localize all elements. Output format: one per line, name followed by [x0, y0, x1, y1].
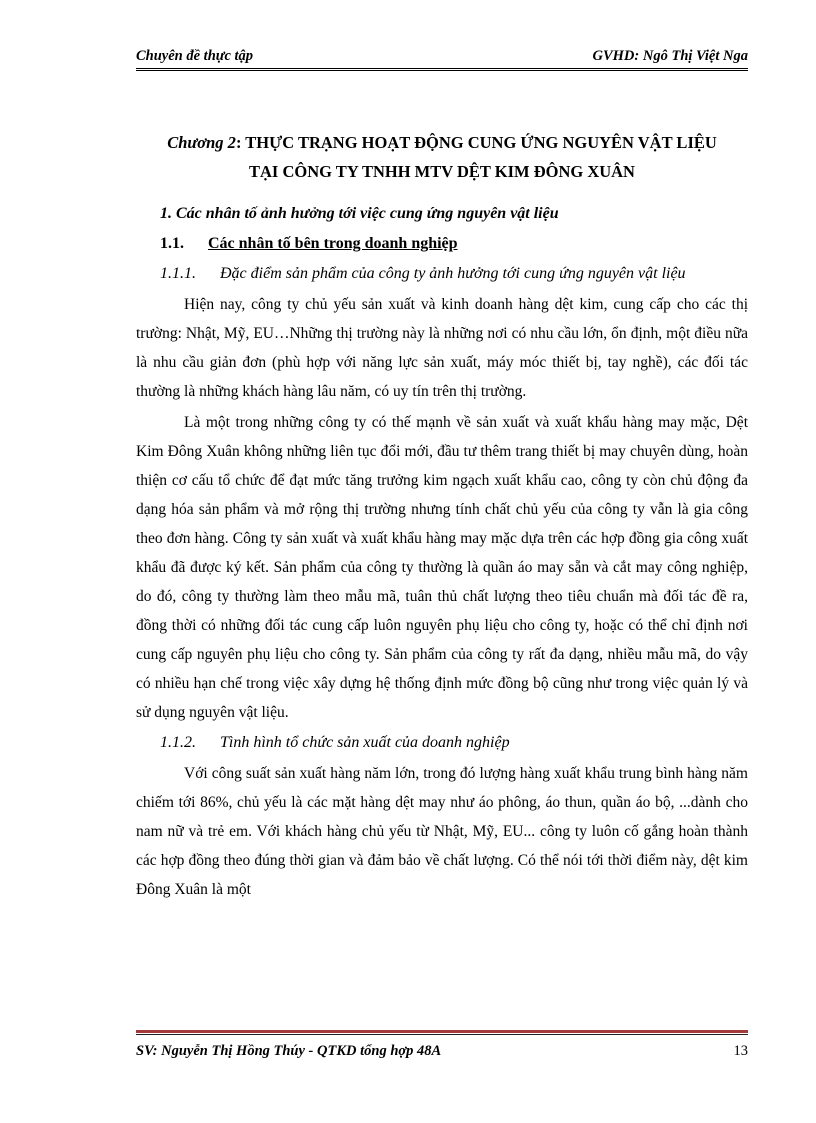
section-number-1-1-1: 1.1.1.	[160, 265, 196, 282]
header-right-text: GVHD: Ngô Thị Việt Nga	[592, 48, 748, 64]
header-rule	[136, 68, 748, 71]
chapter-title-line1: : THỰC TRẠNG HOẠT ĐỘNG CUNG ỨNG NGUYÊN VẬT LIỆU	[235, 133, 717, 152]
body-paragraph: Là một trong những công ty có thế mạnh về sản xuất và xuất khẩu hàng may mặc, Dệt Kim Đông Xuân không những liên tục đổi mới, đầu tư thêm trang thiết bị may chuyên dùng, hoàn thiện cơ cấu tổ chức để đạt mức tăng trưởng kim ngạch xuất khẩu cao, công ty còn chủ động đa dạng hóa sản phẩm và mở rộng thị trường nhưng tính chất chủ yếu của công ty vẫn là gia công theo đơn hàng. Công ty sản xuất và xuất khẩu hàng may mặc dựa trên các hợp đồng gia công xuất khẩu đã được ký kết. Sản phẩm của công ty thường là quần áo may sẵn và cắt may công nghiệp, do đó, công ty thường làm theo mẫu mã, tuân thủ chất lượng theo tiêu chuẩn mà đối tác đề ra, đồng thời có những đối tác cung cấp luôn nguyên phụ liệu cho công ty, hoặc có thể chỉ định nơi cung cấp nguyên phụ liệu cho công ty. Sản phẩm của công ty rất đa dạng, nhiều mẫu mã, do vậy có nhiều hạn chế trong việc xây dựng hệ thống định mức đồng bộ cũng như trong việc quản lý và sử dụng nguyên vật liệu.	[136, 414, 748, 721]
page-header	[136, 48, 748, 68]
section-heading-1-1-2	[160, 729, 748, 757]
chapter-title	[136, 128, 748, 186]
footer-author: SV: Nguyễn Thị Hồng Thúy - QTKD tổng hợp 48A	[136, 1043, 442, 1059]
page-footer	[136, 1043, 748, 1063]
section-title-1-1-2: Tình hình tổ chức sản xuất của doanh nghiệp	[220, 734, 510, 751]
section-title-1-1-1: Đặc điểm sản phẩm của công ty ảnh hưởng tới cung ứng nguyên vật liệu	[220, 265, 686, 282]
section-heading-1: 1. Các nhân tố ảnh hưởng tới việc cung ứng nguyên vật liệu	[160, 205, 559, 222]
footer-rule-thin	[136, 1034, 748, 1035]
footer-rule-thick	[136, 1030, 748, 1033]
chapter-title-line2: TẠI CÔNG TY TNHH MTV DỆT KIM ĐÔNG XUÂN	[249, 162, 635, 181]
header-left-text: Chuyên đề thực tập	[136, 48, 254, 64]
section-heading-1-1	[160, 230, 748, 258]
page-content	[136, 128, 748, 904]
section-title-1-1: Các nhân tố bên trong doanh nghiệp	[208, 235, 458, 252]
chapter-label: Chương 2	[167, 133, 236, 152]
body-paragraph: Hiện nay, công ty chủ yếu sản xuất và kinh doanh hàng dệt kim, cung cấp cho các thị trường: Nhật, Mỹ, EU…Những thị trường này là những nơi có nhu cầu lớn, ổn định, một điều nữa là nhu cầu giản đơn (phù hợp với năng lực sản xuất, máy móc thiết bị, tay nghề), các đối tác thường là những khách hàng lâu năm, có uy tín trên thị trường.	[136, 296, 748, 400]
body-paragraph: Với công suất sản xuất hàng năm lớn, trong đó lượng hàng xuất khẩu trung bình hàng năm chiếm tới 86%, chủ yếu là các mặt hàng dệt may như áo phông, áo thun, quần áo bộ, ...dành cho nam nữ và trẻ em. Với khách hàng chủ yếu từ Nhật, Mỹ, EU... công ty luôn cố gắng hoàn thành các hợp đồng theo đúng thời gian và đảm bảo về chất lượng. Có thể nói tới thời điểm này, dệt kim Đông Xuân là một	[136, 765, 748, 898]
section-number-1-1: 1.1.	[160, 235, 184, 252]
section-heading-1-1-1	[160, 260, 748, 288]
section-number-1-1-2: 1.1.2.	[160, 734, 196, 751]
page-number: 13	[733, 1043, 748, 1059]
